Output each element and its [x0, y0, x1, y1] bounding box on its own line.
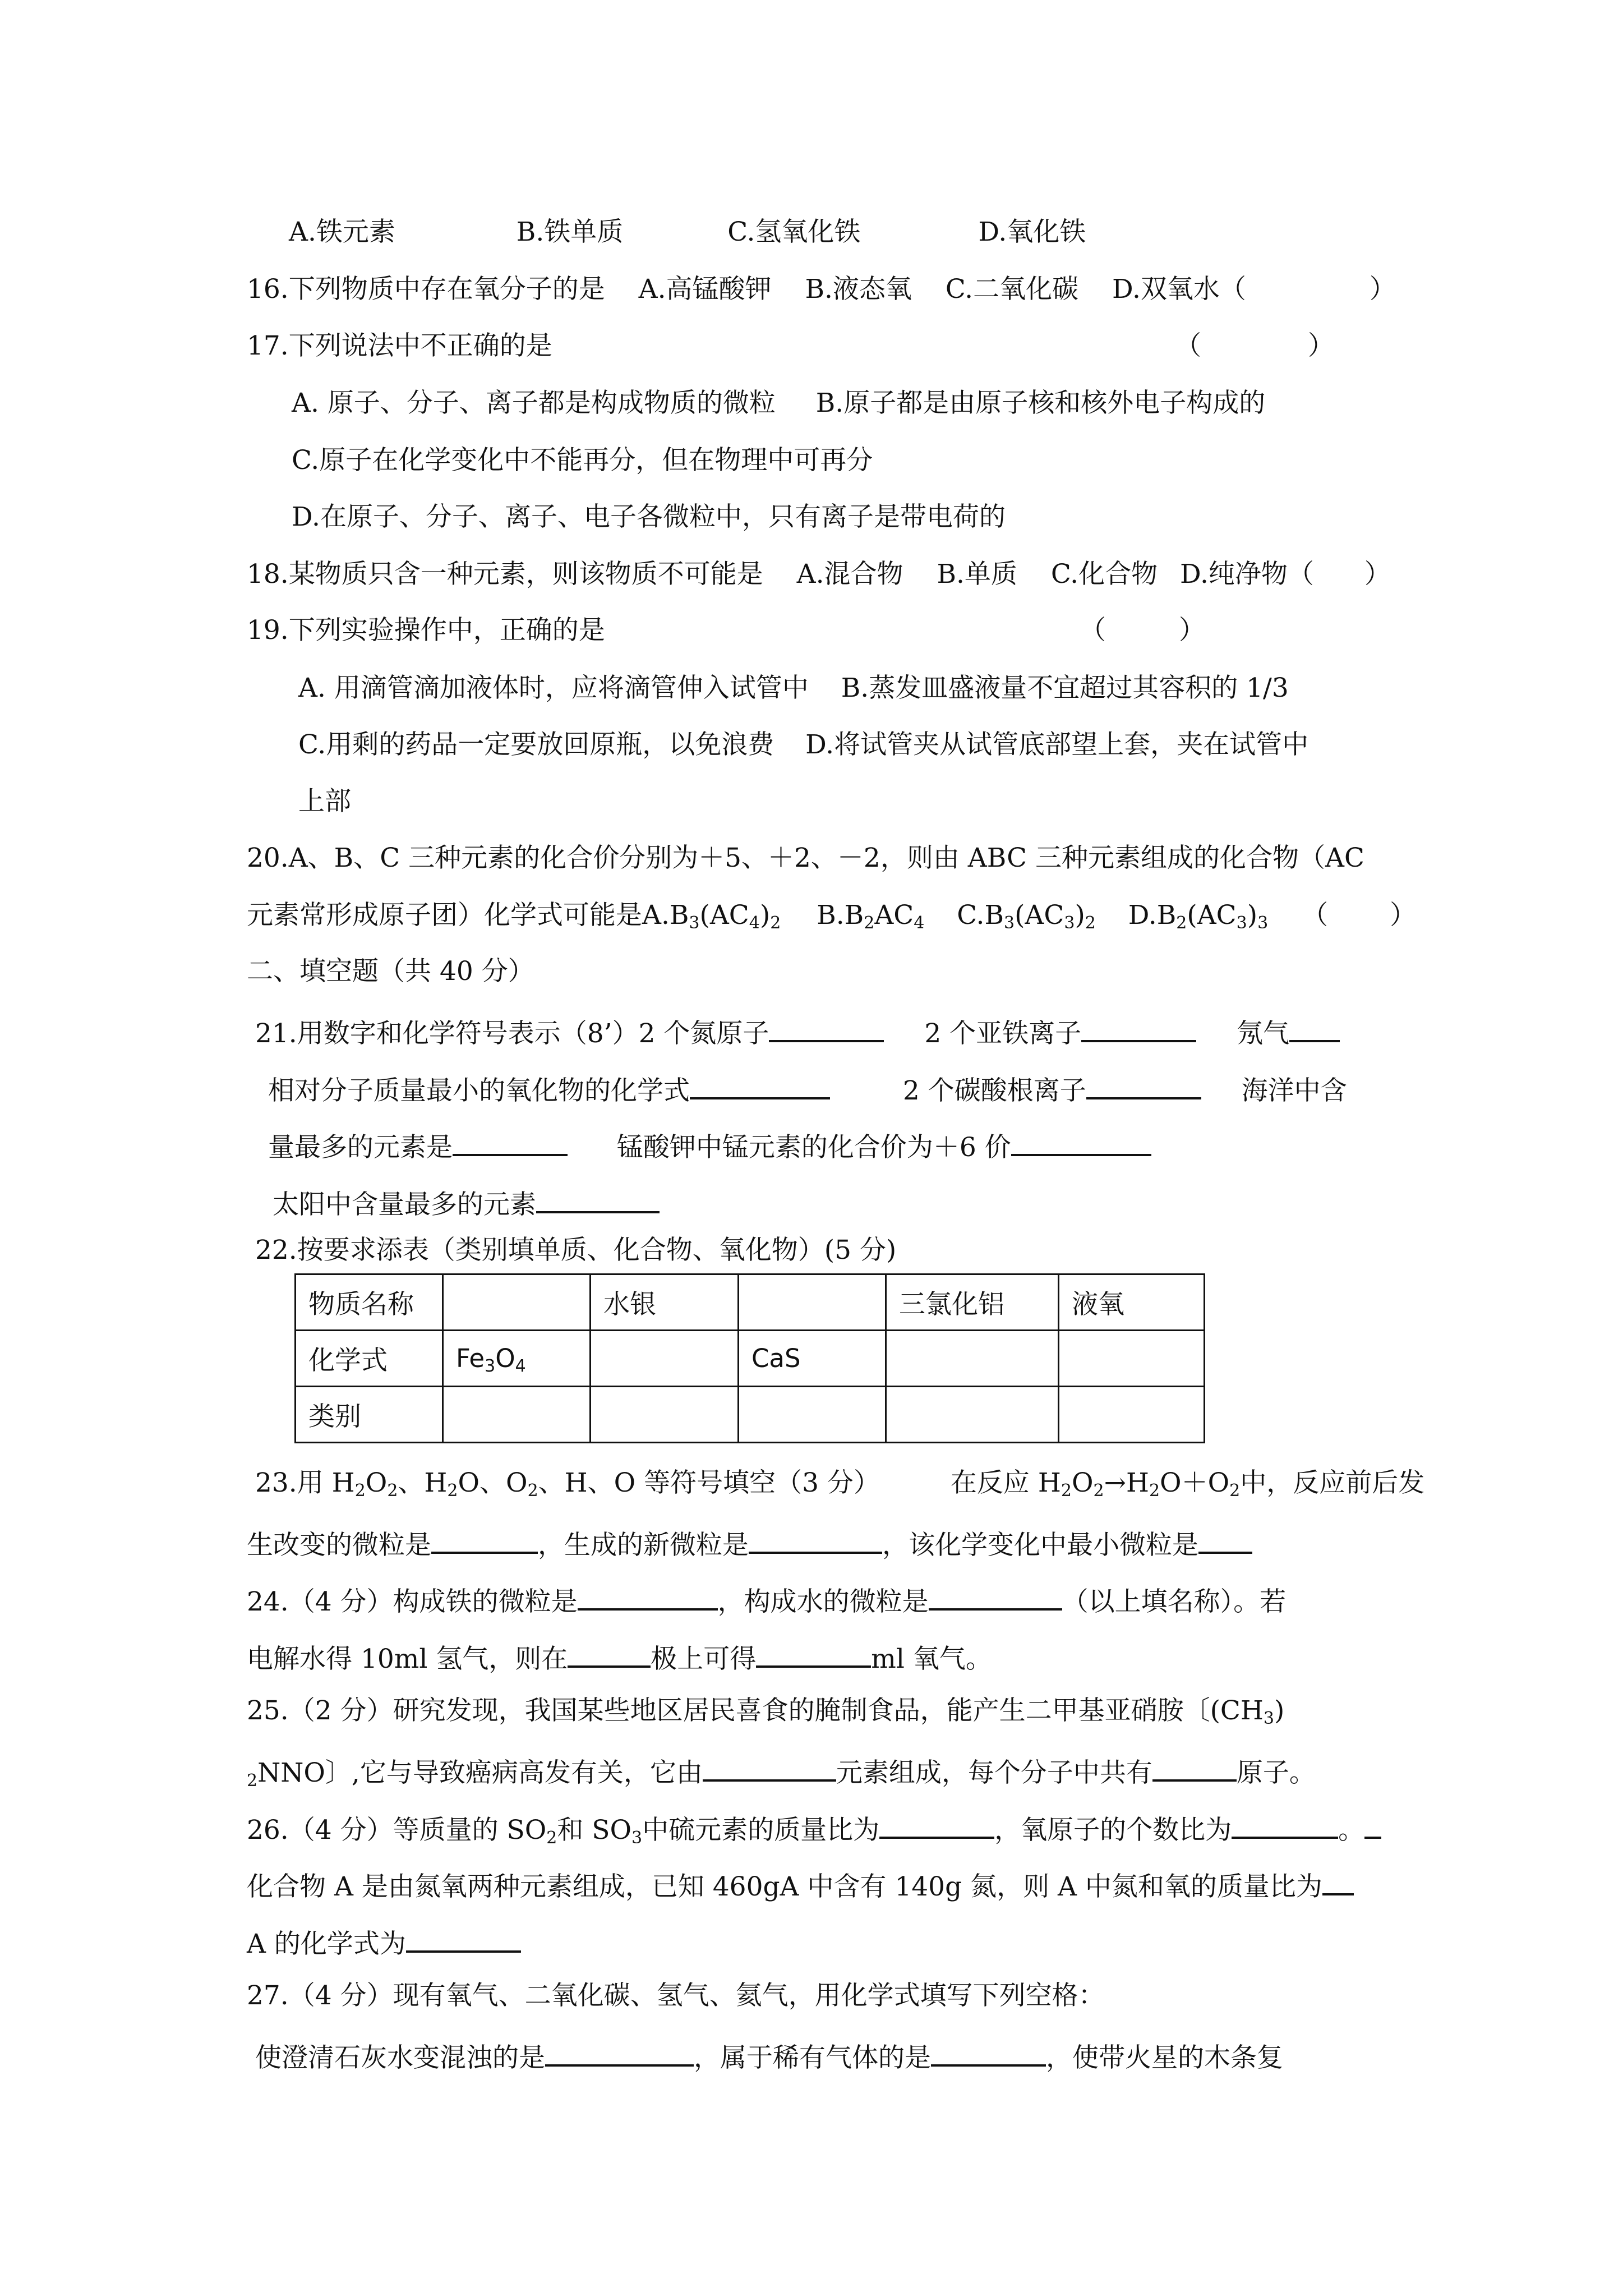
q25-line1: 25.（2 分）研究发现，我国某些地区居民喜食的腌制食品，能产生二甲基亚硝胺〔$(CH_3)$ [247, 1695, 1285, 1728]
answer-blank[interactable] [769, 1015, 884, 1042]
q15-options [289, 219, 1086, 245]
q27-line2: 使澄清石灰水变混浊的是 ，属于稀有气体的是 ，使带火星的木条复 [255, 2040, 1283, 2071]
q20-stem: 元素常形成原子团）化学式可能是 [247, 900, 642, 931]
answer-blank[interactable] [756, 1641, 871, 1668]
answer-blank[interactable] [1232, 1812, 1338, 1839]
q22-stem: 22.按要求添表（类别填单质、化合物、氧化物）(5 分) [255, 1235, 897, 1266]
q22-table [294, 1273, 1205, 1443]
q15-option-c: C.氢氧化铁 [727, 217, 861, 247]
q21-line4: 太阳中含量最多的元素 [273, 1186, 660, 1218]
q17-option-b: B.原子都是由原子核和核外电子构成的 [815, 388, 1266, 418]
q19-option-d-cont: 上部 [298, 786, 351, 817]
answer-blank[interactable] [929, 1584, 1062, 1611]
q17-stem-line [247, 330, 552, 361]
table-row: 类别 [296, 1387, 1205, 1443]
q16-option-b: B.液态氧 [805, 274, 912, 305]
q19-paren: （ ） [1080, 615, 1205, 646]
q16-option-c: C.二氧化碳 [945, 274, 1079, 305]
answer-blank[interactable] [1081, 1015, 1196, 1042]
q16-close-paren: ） [1369, 274, 1396, 305]
q17-paren: （ ） [1175, 330, 1334, 361]
answer-blank[interactable] [749, 1527, 882, 1554]
q19-options-cd [298, 731, 1308, 758]
q16-line [247, 274, 1396, 305]
answer-blank[interactable] [1198, 1527, 1252, 1554]
q26-line2: 化合物 A 是由氮氧两种元素组成，已知 460gA 中含有 140g 氮，则 A 中氮和氧的质量比为 [247, 1869, 1354, 1900]
answer-blank[interactable] [1086, 1073, 1201, 1099]
q20-option-c: $C.B_3(AC_3)_2$ [957, 900, 1096, 933]
q26-line3: A 的化学式为 [247, 1926, 521, 1957]
formula-fe3o4: $Fe_3O_4$ [443, 1331, 591, 1387]
q17-options-ab [292, 390, 1265, 416]
q18-stem: 18.某物质只含一种元素，则该物质不可能是 [247, 559, 763, 590]
q19-stem: 19.下列实验操作中，正确的是 [247, 615, 605, 646]
table-row: 化学式 $Fe_3O_4$ CaS [296, 1331, 1205, 1387]
q18-line [247, 559, 1391, 590]
section-2-title: 二、填空题（共 40 分） [247, 956, 534, 987]
q18-option-c: C.化合物 [1050, 559, 1158, 590]
q16-option-a: A.高锰酸钾 [638, 274, 772, 305]
q25-line2: $_2$NNO〕,它与导致癌病高发有关，它由 元素组成，每个分子中共有 原子。 [247, 1755, 1316, 1786]
q18-option-a: A.混合物 [796, 559, 903, 590]
q19-option-d: D.将试管夹从试管底部望上套，夹在试管中 [805, 729, 1309, 760]
q20-option-a: $A.B_3(AC_4)_2$ [642, 900, 781, 933]
q18-option-b: B.单质 [937, 559, 1017, 590]
answer-blank[interactable] [879, 1812, 994, 1839]
q19-options-ab [298, 675, 1289, 701]
q20-line2 [247, 900, 1417, 933]
q18-close-paren: ） [1364, 559, 1391, 590]
q15-option-b: B.铁单质 [516, 217, 624, 247]
answer-blank[interactable] [1322, 1869, 1354, 1895]
q17-option-c: C.原子在化学变化中不能再分，但在物理中可再分 [292, 445, 873, 476]
q21-line3: 量最多的元素是 锰酸钾中锰元素的化合价为＋6 价 [268, 1129, 1151, 1161]
q20-option-b: $B.B_2AC_4$ [817, 900, 925, 933]
q15-option-a: A.铁元素 [289, 217, 395, 247]
q17-stem: 17.下列说法中不正确的是 [247, 330, 552, 361]
q19-option-b: B.蒸发皿盛液量不宜超过其容积的 1/3 [841, 673, 1289, 703]
q16-option-d: D.双氧水（ [1112, 274, 1246, 305]
q20-paren: （ ） [1302, 900, 1417, 931]
answer-blank[interactable] [431, 1527, 538, 1554]
q16-stem: 16.下列物质中存在氧分子的是 [247, 274, 605, 305]
answer-blank[interactable] [703, 1755, 836, 1782]
answer-blank[interactable] [1011, 1129, 1151, 1156]
q24-line1: 24.（4 分）构成铁的微粒是 ，构成水的微粒是 （以上填名称）。若 [247, 1584, 1286, 1615]
answer-blank[interactable] [453, 1129, 568, 1156]
q24-line2: 电解水得 10ml 氢气，则在 极上可得 ml 氧气。 [247, 1641, 992, 1672]
answer-blank[interactable] [690, 1073, 830, 1099]
answer-blank[interactable] [545, 2040, 694, 2067]
q20-option-d: $D.B_2(AC_3)_3$ [1128, 900, 1269, 933]
q18-option-d: D.纯净物（ [1179, 559, 1314, 590]
answer-blank[interactable] [931, 2040, 1046, 2067]
answer-blank[interactable] [1152, 1755, 1237, 1782]
q23-line1: 23.用 $H_2O_2$、$H_2O$、$O_2$、H、O 等符号填空（3 分） 在反应 $H_2O_2\to H_2O+O_2$中，反应前后发 [255, 1467, 1425, 1501]
answer-blank[interactable] [568, 1641, 651, 1668]
q21-line1: 21.用数字和化学符号表示（8’）2 个氮原子 2 个亚铁离子 氖气 [255, 1015, 1340, 1047]
q19-option-a: A. 用滴管滴加液体时，应将滴管伸入试管中 [298, 673, 809, 703]
q19-option-c: C.用剩的药品一定要放回原瓶，以免浪费 [298, 729, 774, 760]
q26-line1: 26.（4 分）等质量的 $SO_2$和 $SO_3$中硫元素的质量比为 ，氧原子的个数比为 。 [247, 1812, 1381, 1843]
q15-option-d: D.氧化铁 [978, 217, 1086, 247]
q20-line1: 20.A、B、C 三种元素的化合价分别为＋5、＋2、－2，则由 ABC 三种元素组成的化合物（AC [247, 843, 1364, 873]
q23-line2: 生改变的微粒是 ，生成的新微粒是 ，该化学变化中最小微粒是 [247, 1527, 1252, 1558]
q27-stem: 27.（4 分）现有氧气、二氧化碳、氢气、氦气，用化学式填写下列空格： [247, 1980, 1105, 2011]
answer-blank[interactable] [536, 1186, 660, 1213]
q21-stem: 21.用数字和化学符号表示（8’）2 个氮原子 [255, 1018, 769, 1049]
answer-blank[interactable] [578, 1584, 718, 1611]
table-row: 物质名称 水银 三氯化铝 液氧 [296, 1274, 1205, 1331]
answer-blank[interactable] [1364, 1812, 1381, 1839]
q17-option-a: A. 原子、分子、离子都是构成物质的微粒 [292, 388, 776, 418]
q21-line2: 相对分子质量最小的氧化物的化学式 2 个碳酸根离子 海洋中含 [268, 1073, 1347, 1104]
answer-blank[interactable] [1289, 1015, 1340, 1042]
answer-blank[interactable] [406, 1926, 521, 1953]
q17-option-d: D.在原子、分子、离子、电子各微粒中，只有离子是带电荷的 [292, 501, 1006, 532]
